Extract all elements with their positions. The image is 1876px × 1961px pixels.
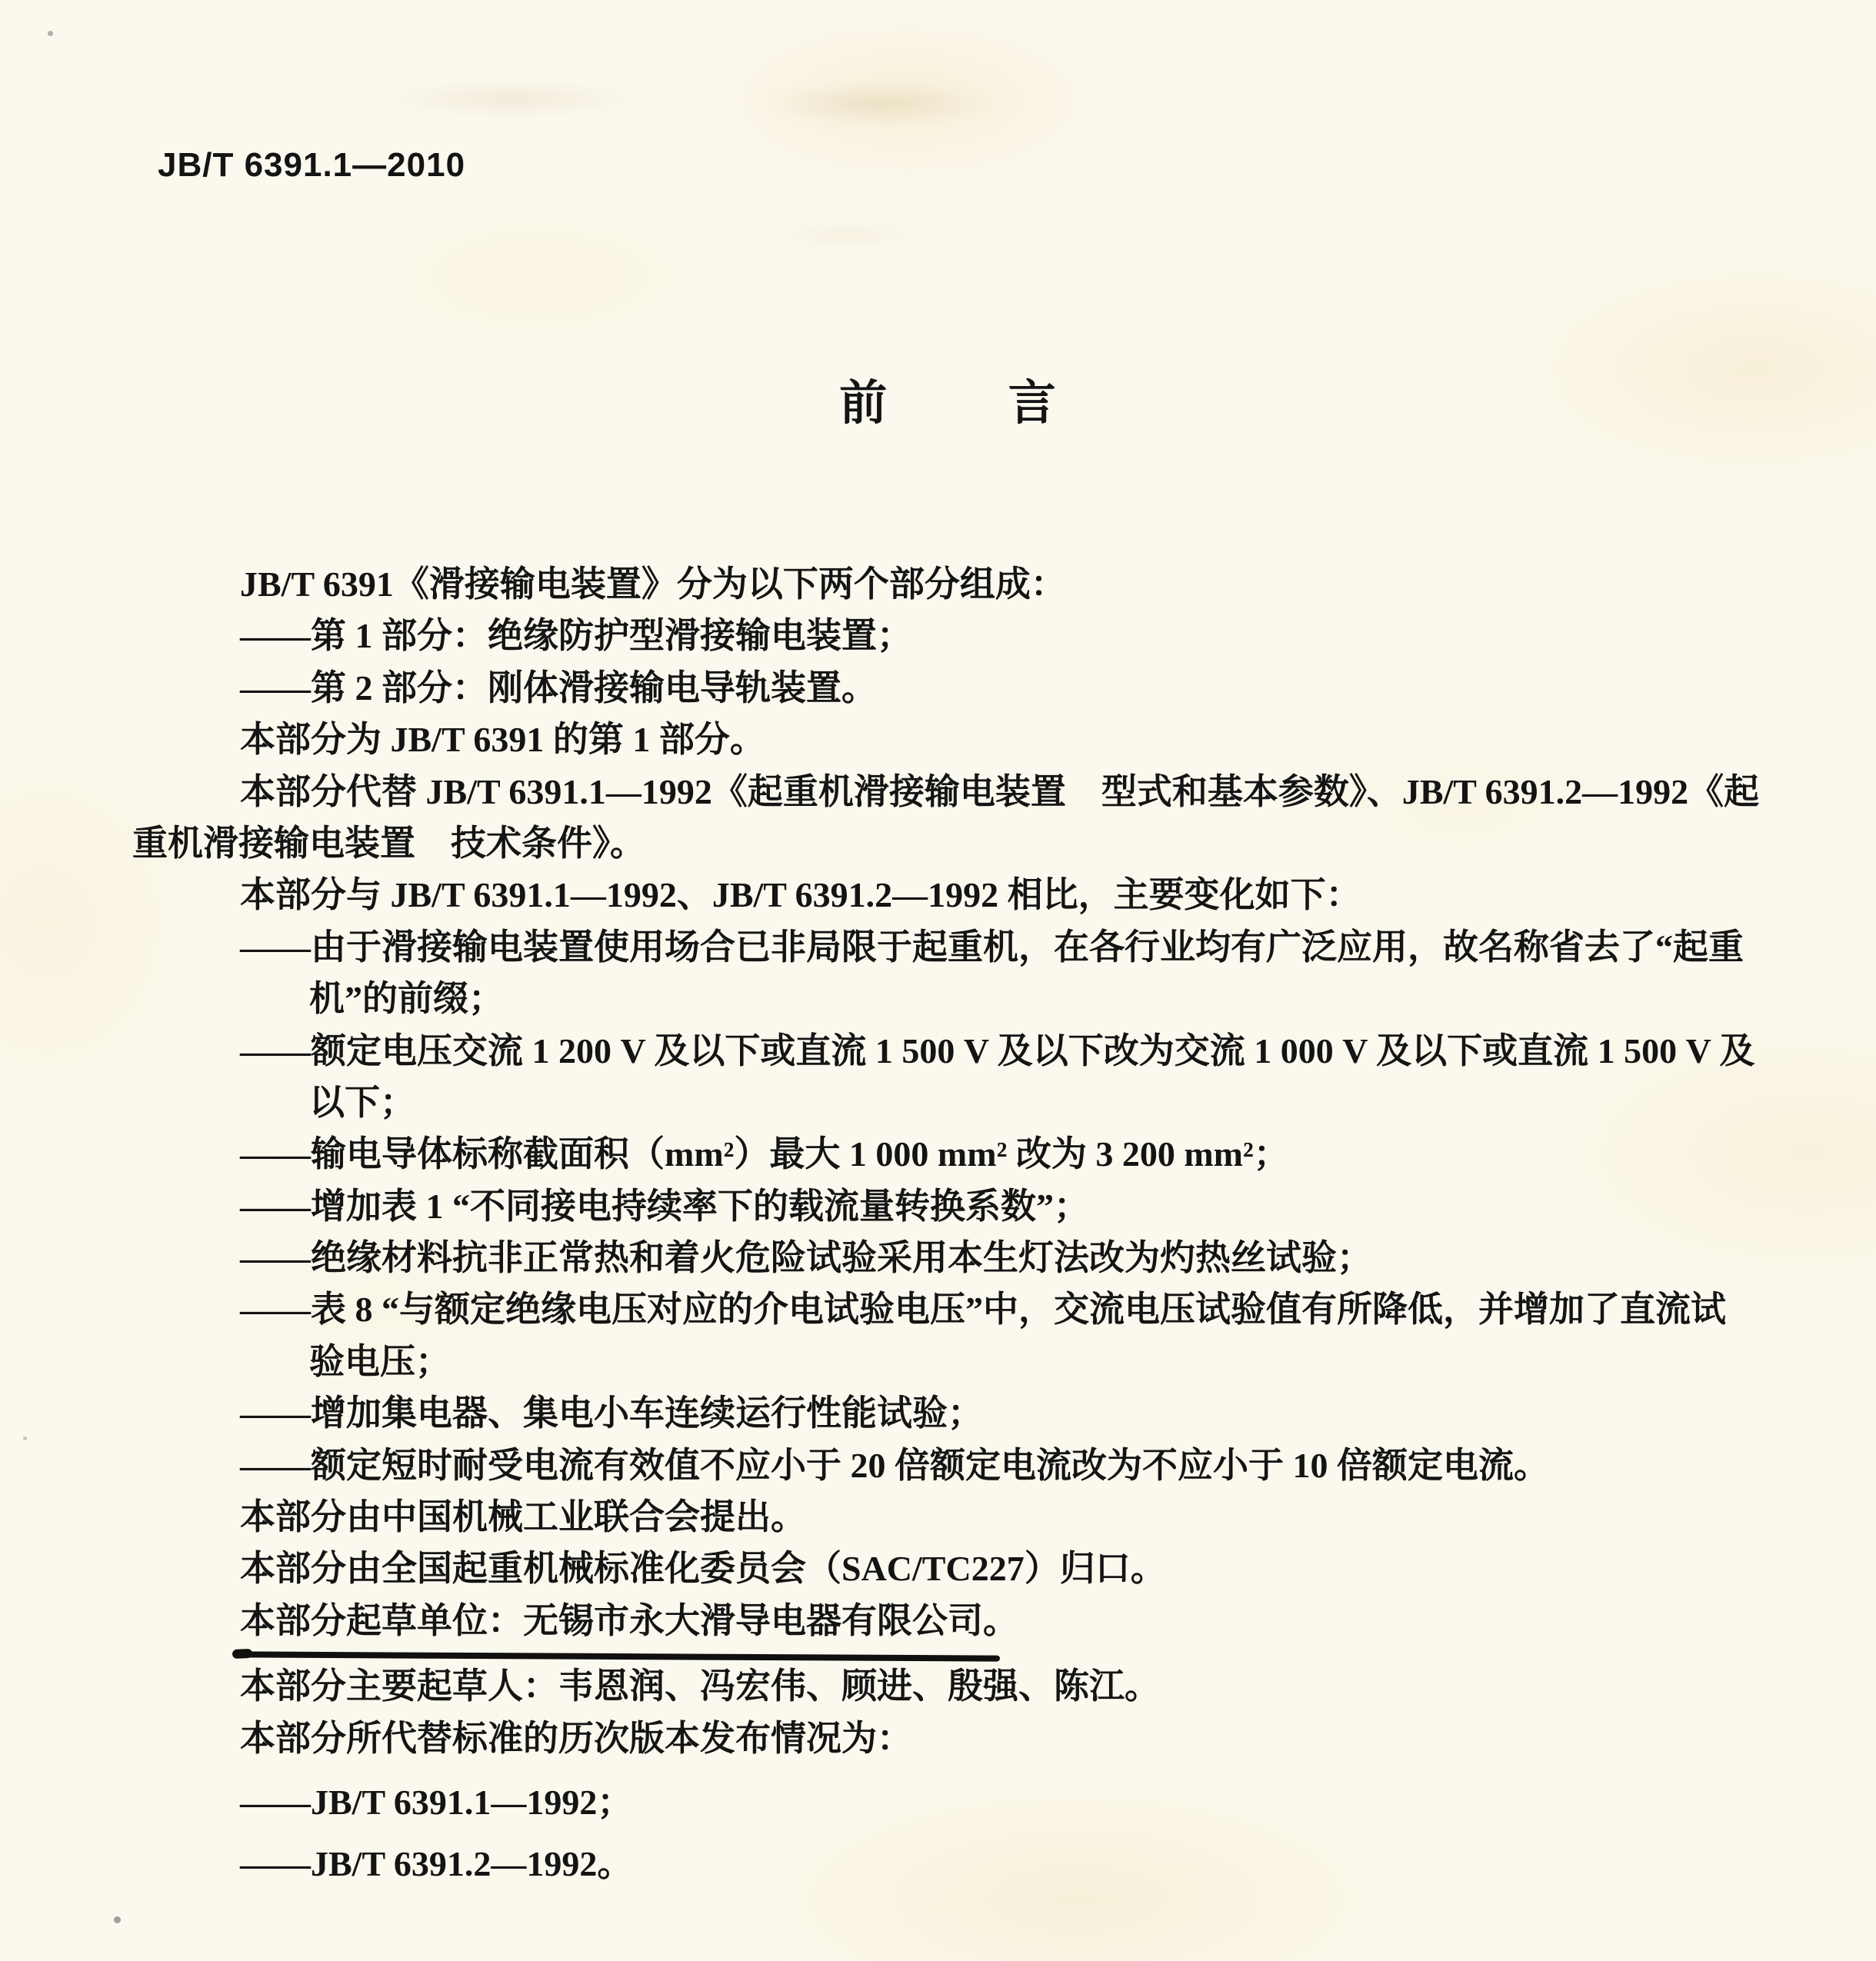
body-line: ——增加集电器、集电小车连续运行性能试验； <box>240 1393 983 1433</box>
foreword-body <box>132 558 1809 1890</box>
body-line: ——增加表 1 “不同接电持续率下的载流量转换系数”； <box>240 1186 1089 1226</box>
body-line: ——表 8 “与额定绝缘电压对应的介电试验电压”中，交流电压试验值有所降低，并增加了直流试 <box>240 1290 1726 1330</box>
body-line: 本部分为 JB/T 6391 的第 1 部分。 <box>240 720 765 760</box>
scan-speck <box>114 1916 121 1923</box>
body-line: 本部分与 JB/T 6391.1—1992、JB/T 6391.2—1992 相比，主要变化如下： <box>240 875 1361 915</box>
body-line: 本部分代替 JB/T 6391.1—1992《起重机滑接输电装置 型式和基本参数》、JB/T 6391.2—1992《起 <box>240 771 1760 811</box>
body-line: 验电压； <box>309 1341 451 1381</box>
body-line: 以下； <box>309 1082 415 1122</box>
body-line: ——额定电压交流 1 200 V 及以下或直流 1 500 V 及以下改为交流 1 000 V 及以下或直流 1 500 V 及 <box>240 1030 1755 1070</box>
scan-speck <box>48 31 53 36</box>
body-line: 本部分所代替标准的历次版本发布情况为： <box>240 1718 912 1758</box>
body-line: ——JB/T 6391.1—1992； <box>240 1782 633 1822</box>
body-line: 重机滑接输电装置 技术条件》。 <box>132 823 645 863</box>
bleed-through-smudge <box>738 215 954 254</box>
body-line: ——第 1 部分：绝缘防护型滑接输电装置； <box>240 616 912 656</box>
body-line: JB/T 6391《滑接输电装置》分为以下两个部分组成： <box>240 564 1066 604</box>
bleed-through-smudge <box>331 74 692 123</box>
body-line: ——JB/T 6391.2—1992。 <box>240 1844 633 1884</box>
body-line: 机”的前缀； <box>309 979 504 1019</box>
bleed-through-smudge <box>723 77 1031 131</box>
body-line: ——额定短时耐受电流有效值不应小于 20 倍额定电流改为不应小于 10 倍额定电流。 <box>240 1445 1549 1485</box>
body-line: 本部分主要起草人：韦恩润、冯宏伟、顾进、殷强、陈江。 <box>240 1666 1160 1706</box>
scan-speck <box>23 1437 27 1440</box>
body-line: 本部分起草单位：无锡市永大滑导电器有限公司。 <box>240 1600 1018 1640</box>
standard-number: JB/T 6391.1—2010 <box>158 146 466 184</box>
body-line: 本部分由全国起重机械标准化委员会（SAC/TC227）归口。 <box>240 1549 1166 1589</box>
body-line: ——由于滑接输电装置使用场合已非局限于起重机，在各行业均有广泛应用，故名称省去了“起重 <box>240 927 1744 967</box>
body-line: ——绝缘材料抗非正常热和着火危险试验采用本生灯法改为灼热丝试验； <box>240 1238 1372 1278</box>
body-line: 本部分由中国机械工业联合会提出。 <box>240 1497 806 1537</box>
body-line: ——第 2 部分：刚体滑接输电导轨装置。 <box>240 668 877 707</box>
body-line: ——输电导体标称截面积（mm²）最大 1 000 mm² 改为 3 200 mm²； <box>240 1134 1289 1174</box>
foreword-title: 前 言 <box>839 378 1065 430</box>
